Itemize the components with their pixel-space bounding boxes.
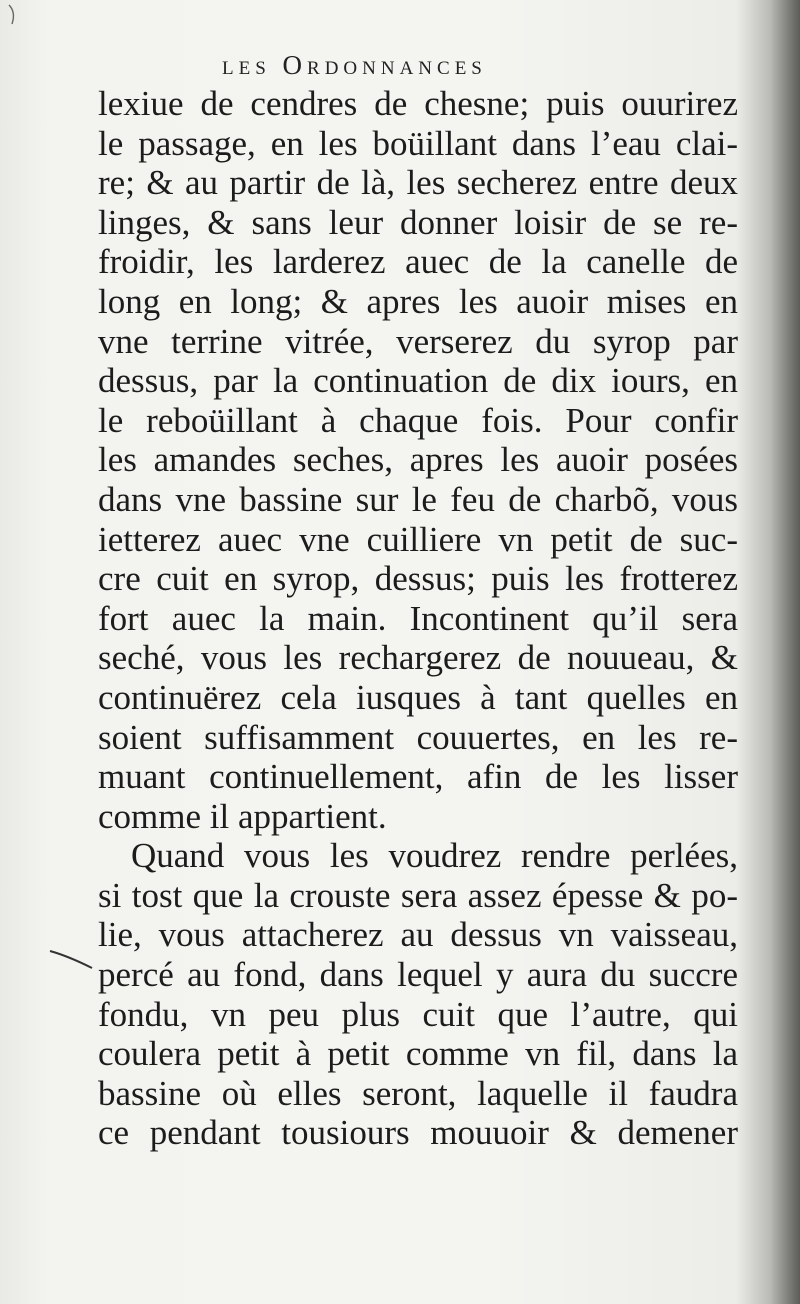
text-line: coulera petit à petit comme vn fil, dans la [98, 1034, 738, 1074]
text-line: dans vne bassine sur le feu de charbõ, vous [98, 479, 738, 519]
text-line: le reboüillant à chaque fois. Pour confir [98, 400, 738, 440]
text-line: fondu, vn peu plus cuit que l’autre, qui [98, 994, 738, 1034]
text-line: dessus, par la continuation de dix iours, en [98, 361, 738, 401]
text-line: comme il appartient. [98, 796, 387, 836]
text-line: Quand vous les voudrez rendre perlées, [131, 836, 738, 876]
page-edge-shadow [770, 0, 800, 1304]
text-line: long en long; & apres les auoir mises en [98, 281, 738, 321]
text-line: soient suffisamment couuertes, en les re- [98, 717, 738, 757]
text-line: les amandes seches, apres les auoir posées [98, 440, 738, 480]
text-line: percé au fond, dans lequel y aura du succre [98, 955, 738, 995]
running-head: les Ordonnances [222, 50, 487, 80]
text-line: si tost que la crouste sera assez épesse & po- [98, 875, 738, 915]
text-line: cre cuit en syrop, dessus; puis les frotterez [98, 559, 738, 599]
text-line: ietterez auec vne cuilliere vn petit de suc- [98, 519, 738, 559]
text-line: muant continuellement, afin de les lisser [98, 757, 738, 797]
body-text [98, 84, 738, 1153]
text-line: le passage, en les boüillant dans l’eau clai- [98, 123, 738, 163]
text-line: lie, vous attacherez au dessus vn vaisseau, [98, 915, 738, 955]
margin-pen-stroke [48, 948, 94, 970]
text-line: fort auec la main. Incontinent qu’il sera [98, 598, 738, 638]
text-line: continuërez cela iusques à tant quelles en [98, 677, 738, 717]
text-line: vne terrine vitrée, verserez du syrop par [98, 321, 738, 361]
text-line: lexiue de cendres de chesne; puis ouurirez [98, 84, 738, 123]
text-line: froidir, les larderez auec de la canelle de [98, 242, 738, 282]
corner-stroke-mark [6, 4, 20, 26]
text-line: re; & au partir de là, les secherez entre deux [98, 163, 738, 203]
text-line: ce pendant tousiours mouuoir & demener [98, 1113, 738, 1153]
text-line: bassine où elles seront, laquelle il faudra [98, 1073, 738, 1113]
text-line: linges, & sans leur donner loisir de se re- [98, 202, 738, 242]
text-line: seché, vous les rechargerez de nouueau, & [98, 638, 738, 678]
